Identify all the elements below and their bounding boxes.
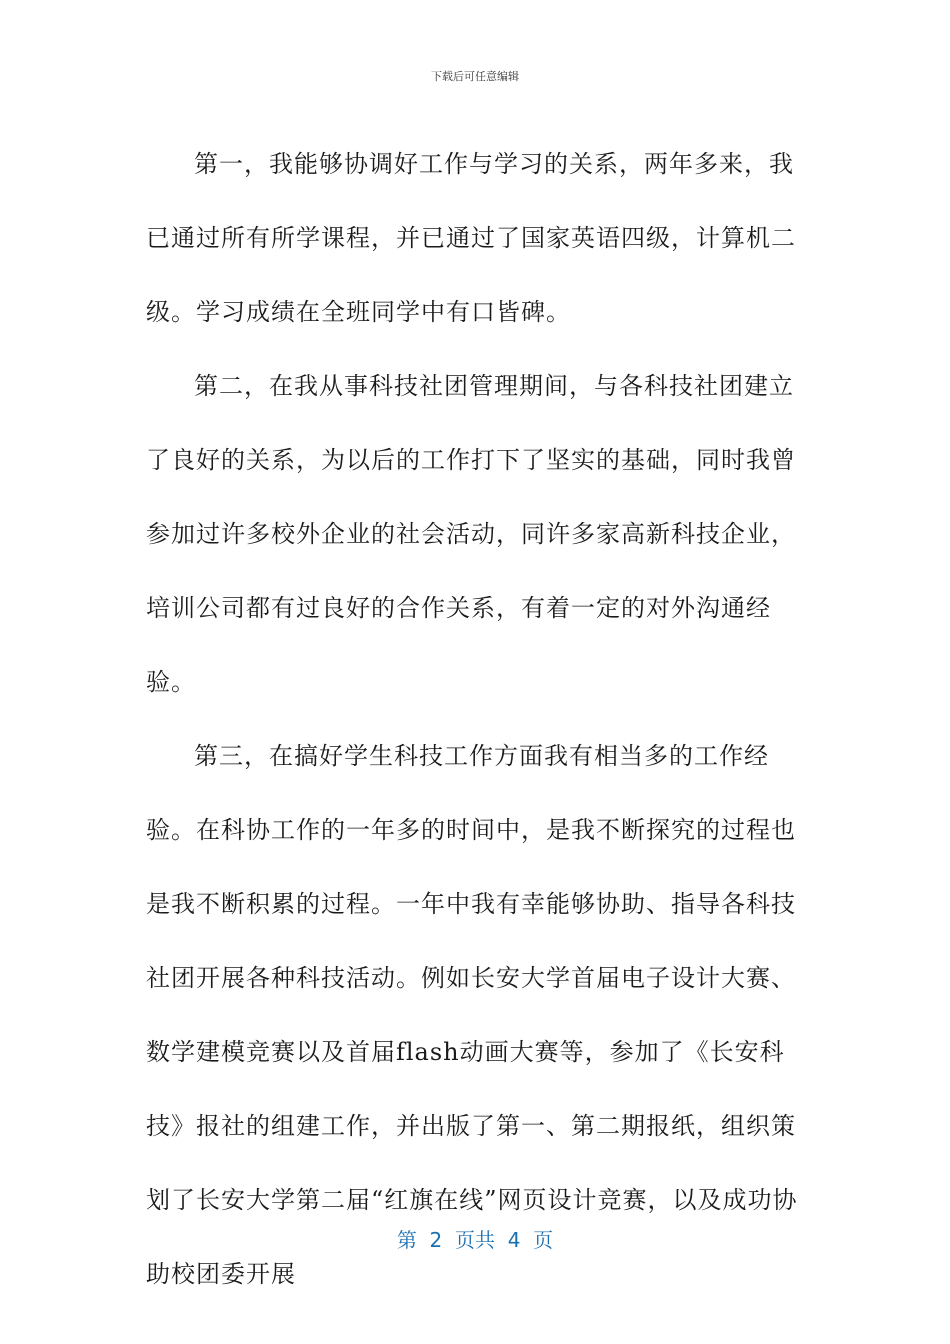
paragraph-2: 第二，在我从事科技社团管理期间，与各科技社团建立了良好的关系，为以后的工作打下了坚实的基础，同时我曾参加过许多校外企业的社会活动，同许多家高新科技企业，培训公司都有过良好的合作关系，有着一定的对外沟通经验。	[146, 372, 796, 696]
document-body	[146, 127, 806, 1311]
paragraph-3: 第三，在搞好学生科技工作方面我有相当多的工作经验。在科协工作的一年多的时间中，是我不断探究的过程也是我不断积累的过程。一年中我有幸能够协助、指导各科技社团开展各种科技活动。例如长安大学首届电子设计大赛、数学建模竞赛以及首届flash动画大赛等，参加了《长安科技》报社的组建工作，并出版了第一、第二期报纸，组织策划了长安大学第二届“红旗在线”网页设计竞赛，以及成功协助校团委开展	[146, 742, 798, 1288]
paragraph-1: 第一，我能够协调好工作与学习的关系，两年多来，我已通过所有所学课程，并已通过了国家英语四级，计算机二级。学习成绩在全班同学中有口皆碑。	[146, 150, 796, 326]
page-header: 下载后可任意编辑	[431, 70, 519, 83]
page-number-footer: 第 2 页共 4 页	[396, 1228, 554, 1252]
